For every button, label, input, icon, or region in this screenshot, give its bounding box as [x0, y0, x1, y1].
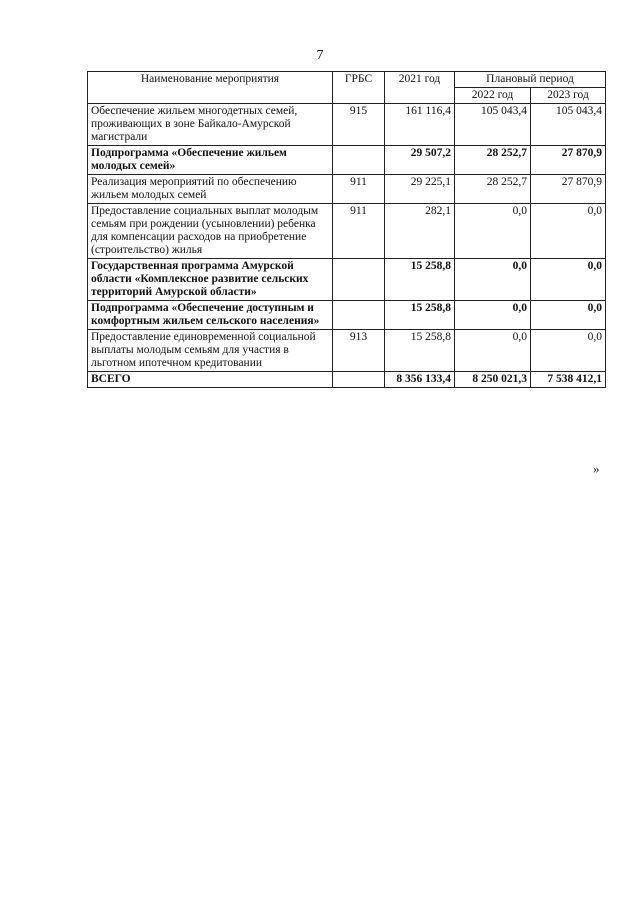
row-name: Подпрограмма «Обеспечение доступным и комфортным жильем сельского населения»	[88, 301, 333, 330]
row-name: Реализация мероприятий по обеспечению жильем молодых семей	[88, 175, 333, 204]
page-number: 7	[316, 48, 324, 63]
row-2023: 0,0	[531, 259, 606, 301]
table-row	[88, 204, 606, 259]
table-row	[88, 301, 606, 330]
total-label: ВСЕГО	[88, 372, 333, 388]
table-row	[88, 146, 606, 175]
row-2022: 105 043,4	[455, 104, 531, 146]
total-2023: 7 538 412,1	[531, 372, 606, 388]
table-row	[88, 259, 606, 301]
row-grbs	[333, 301, 385, 330]
row-2023: 0,0	[531, 204, 606, 259]
row-2022: 0,0	[455, 259, 531, 301]
row-2021: 161 116,4	[385, 104, 455, 146]
row-2021: 15 258,8	[385, 259, 455, 301]
row-2023: 27 870,9	[531, 175, 606, 204]
table-row	[88, 175, 606, 204]
row-name: Предоставление социальных выплат молодым семьям при рождении (усыновлении) ребенка для компенсации расходов на приобретение (строительство) жилья	[88, 204, 333, 259]
row-grbs: 911	[333, 175, 385, 204]
row-2022: 28 252,7	[455, 146, 531, 175]
row-name: Предоставление единовременной социальной выплаты молодым семьям для участия в льготном ипотечном кредитовании	[88, 330, 333, 372]
total-2021: 8 356 133,4	[385, 372, 455, 388]
table-row	[88, 104, 606, 146]
row-grbs	[333, 259, 385, 301]
total-row	[88, 372, 606, 388]
total-2022: 8 250 021,3	[455, 372, 531, 388]
header-2022: 2022 год	[455, 88, 531, 104]
table-row	[88, 330, 606, 372]
row-grbs: 915	[333, 104, 385, 146]
row-name: Подпрограмма «Обеспечение жильем молодых семей»	[88, 146, 333, 175]
header-planned-period: Плановый период	[455, 72, 606, 88]
row-2021: 282,1	[385, 204, 455, 259]
row-2021: 15 258,8	[385, 301, 455, 330]
closing-quote: »	[593, 461, 600, 476]
row-2021: 15 258,8	[385, 330, 455, 372]
header-name: Наименование мероприятия	[88, 72, 333, 104]
row-2021: 29 225,1	[385, 175, 455, 204]
row-2023: 105 043,4	[531, 104, 606, 146]
row-name: Обеспечение жильем многодетных семей, проживающих в зоне Байкало-Амурской магистрали	[88, 104, 333, 146]
row-2023: 0,0	[531, 330, 606, 372]
row-2023: 27 870,9	[531, 146, 606, 175]
row-grbs: 913	[333, 330, 385, 372]
header-grbs: ГРБС	[333, 72, 385, 104]
row-2023: 0,0	[531, 301, 606, 330]
header-2023: 2023 год	[531, 88, 606, 104]
row-name: Государственная программа Амурской области «Комплексное развитие сельских территорий Амурской области»	[88, 259, 333, 301]
row-2022: 0,0	[455, 204, 531, 259]
row-2022: 28 252,7	[455, 175, 531, 204]
header-2021: 2021 год	[385, 72, 455, 104]
row-2022: 0,0	[455, 330, 531, 372]
row-grbs	[333, 146, 385, 175]
row-2021: 29 507,2	[385, 146, 455, 175]
header-row	[88, 72, 606, 88]
row-grbs: 911	[333, 204, 385, 259]
total-grbs	[333, 372, 385, 388]
budget-table	[87, 71, 606, 388]
row-2022: 0,0	[455, 301, 531, 330]
